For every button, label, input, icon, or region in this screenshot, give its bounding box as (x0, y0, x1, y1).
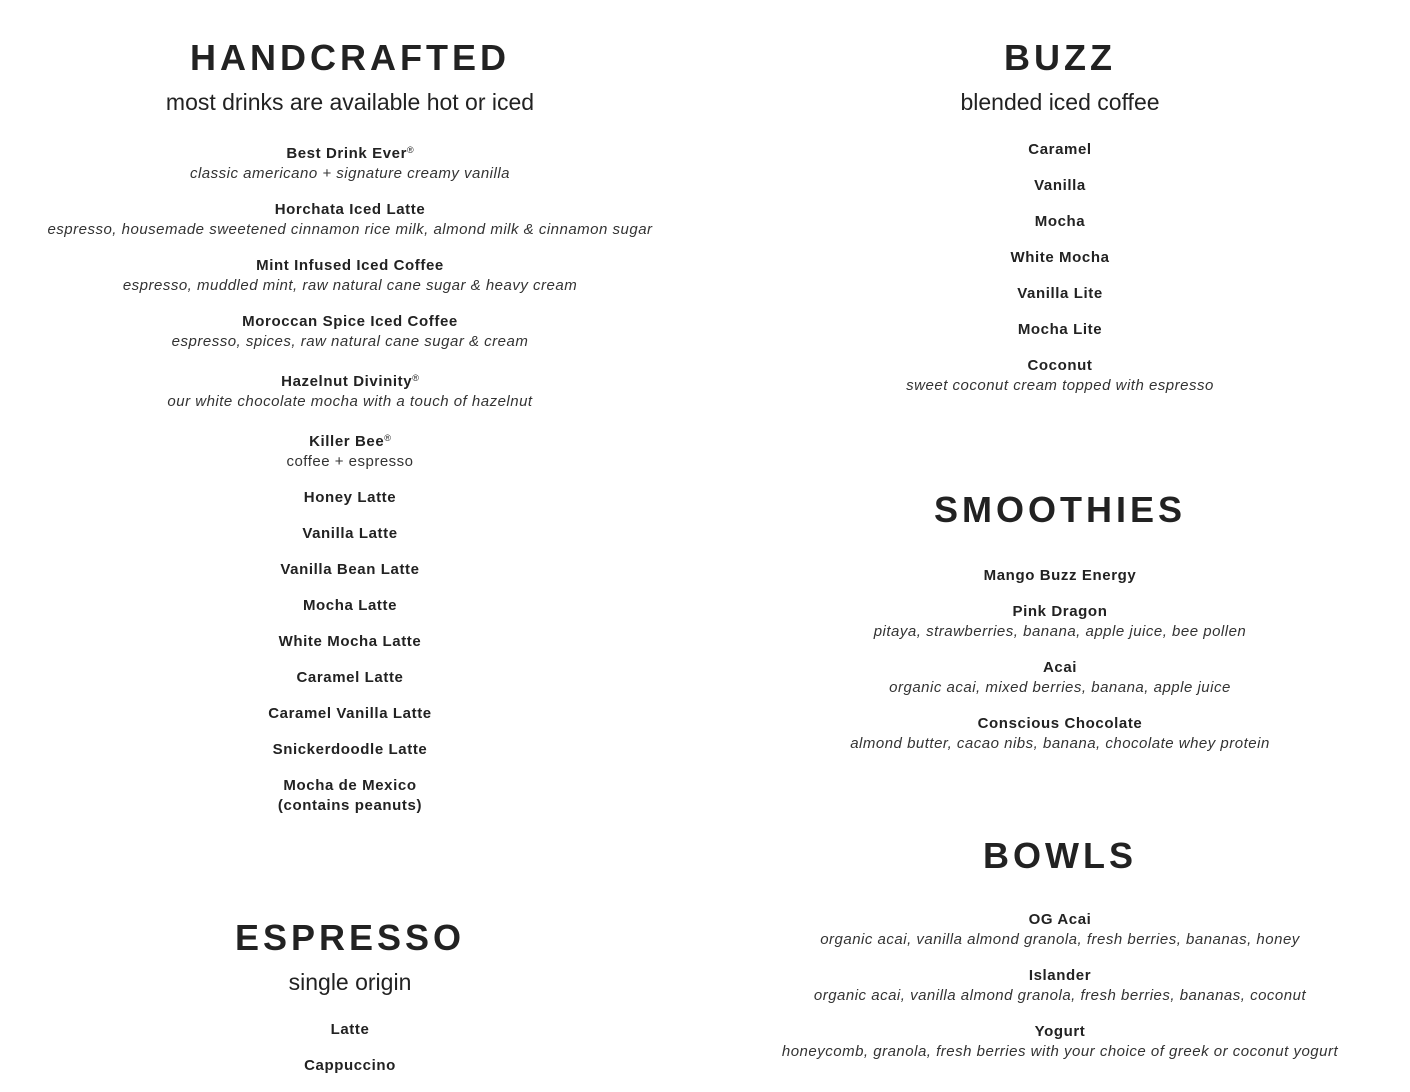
item-name: Vanilla Bean Latte (280, 561, 420, 578)
item-name: Cappuccino (304, 1057, 396, 1074)
menu-item (0, 560, 700, 580)
menu-item (710, 658, 1410, 698)
menu-item (0, 632, 700, 652)
section-title: SMOOTHIES (933, 489, 1187, 530)
menu-item (710, 566, 1410, 586)
item-name: Latte (330, 1021, 370, 1038)
item-name: White Mocha (1010, 249, 1110, 266)
registered-mark: ® (384, 433, 391, 443)
section-title: BUZZ (1004, 37, 1116, 78)
item-name: White Mocha Latte (278, 633, 422, 650)
item-name: Conscious Chocolate (977, 715, 1143, 732)
menu-item (0, 312, 700, 352)
item-name: Yogurt (1034, 1023, 1086, 1040)
menu-item (0, 776, 700, 816)
section-subtitle: blended iced coffee (960, 89, 1160, 115)
menu-item (710, 248, 1410, 268)
item-name: Pink Dragon (1012, 603, 1108, 620)
item-name: Horchata Iced Latte (274, 201, 426, 218)
menu-item (710, 356, 1410, 396)
menu-item (710, 910, 1410, 950)
item-name: Caramel Vanilla Latte (268, 705, 432, 722)
menu-item (710, 320, 1410, 340)
menu-list (710, 140, 1410, 396)
menu-list (710, 566, 1410, 754)
item-description: almond butter, cacao nibs, banana, chocolate whey protein (850, 735, 1270, 752)
item-description: our white chocolate mocha with a touch of hazelnut (167, 393, 533, 410)
item-description: pitaya, strawberries, banana, apple juice, bee pollen (873, 623, 1247, 640)
item-description: organic acai, vanilla almond granola, fresh berries, bananas, honey (820, 931, 1300, 948)
item-name: Mocha Latte (302, 597, 398, 614)
item-name: Snickerdoodle Latte (272, 741, 428, 758)
item-description: espresso, spices, raw natural cane sugar & cream (171, 333, 529, 350)
item-name: Mocha (1034, 213, 1086, 230)
menu-item (0, 488, 700, 508)
item-description: honeycomb, granola, fresh berries with your choice of greek or coconut yogurt (781, 1043, 1339, 1060)
item-name: Islander (1028, 967, 1092, 984)
menu-item (710, 284, 1410, 304)
item-description: espresso, muddled mint, raw natural cane sugar & heavy cream (122, 277, 578, 294)
menu-item (0, 740, 700, 760)
menu-item (0, 524, 700, 544)
menu-item (710, 714, 1410, 754)
menu-item (0, 428, 700, 472)
menu-list (0, 1020, 700, 1076)
item-description: organic acai, vanilla almond granola, fresh berries, bananas, coconut (813, 987, 1307, 1004)
item-description: espresso, housemade sweetened cinnamon rice milk, almond milk & cinnamon sugar (47, 221, 653, 238)
menu-list (710, 910, 1410, 1062)
smoothies-section (710, 490, 1410, 770)
section-title: BOWLS (983, 835, 1137, 876)
item-description: classic americano + signature creamy vanilla (189, 165, 511, 182)
registered-mark: ® (412, 373, 419, 383)
item-name: Hazelnut Divinity (281, 373, 413, 390)
buzz-section (710, 38, 1410, 412)
item-name: Caramel (1028, 141, 1092, 158)
menu-item (0, 668, 700, 688)
item-name: Killer Bee (309, 433, 385, 450)
menu-item (710, 602, 1410, 642)
menu-item (0, 1056, 700, 1076)
item-name: Vanilla Lite (1017, 285, 1103, 302)
item-name: Mocha Lite (1017, 321, 1103, 338)
menu-item (0, 140, 700, 184)
item-name: OG Acai (1028, 911, 1092, 928)
menu-item (0, 368, 700, 412)
menu-item (710, 1022, 1410, 1062)
item-description: sweet coconut cream topped with espresso (906, 377, 1214, 394)
item-name: Mint Infused Iced Coffee (256, 257, 444, 274)
menu-item (0, 256, 700, 296)
item-name: Moroccan Spice Iced Coffee (242, 313, 458, 330)
item-name: Vanilla (1034, 177, 1086, 194)
item-name: Mocha de Mexico (283, 777, 417, 794)
section-subtitle: most drinks are available hot or iced (165, 89, 535, 115)
item-name: Best Drink Ever (286, 145, 408, 162)
section-subtitle: single origin (288, 969, 412, 995)
menu-item (0, 704, 700, 724)
espresso-section (0, 918, 700, 1092)
bowls-section (710, 836, 1410, 1078)
item-name: Acai (1042, 659, 1078, 676)
handcrafted-section (0, 38, 700, 832)
menu-item (0, 200, 700, 240)
item-name: Honey Latte (303, 489, 397, 506)
item-name: Mango Buzz Energy (983, 567, 1137, 584)
item-description: coffee + espresso (286, 453, 414, 470)
item-description: organic acai, mixed berries, banana, apple juice (889, 679, 1231, 696)
section-title: HANDCRAFTED (190, 37, 510, 78)
item-name: Vanilla Latte (302, 525, 398, 542)
menu-item (710, 966, 1410, 1006)
item-name: Caramel Latte (296, 669, 404, 686)
menu-item (0, 596, 700, 616)
menu-item (710, 140, 1410, 160)
registered-mark: ® (407, 145, 414, 155)
section-title: ESPRESSO (234, 917, 466, 958)
item-name: Coconut (1027, 357, 1093, 374)
menu-item (0, 1020, 700, 1040)
menu-item (710, 176, 1410, 196)
menu-item (710, 212, 1410, 232)
item-note: (contains peanuts) (277, 797, 423, 814)
menu-list (0, 140, 700, 816)
